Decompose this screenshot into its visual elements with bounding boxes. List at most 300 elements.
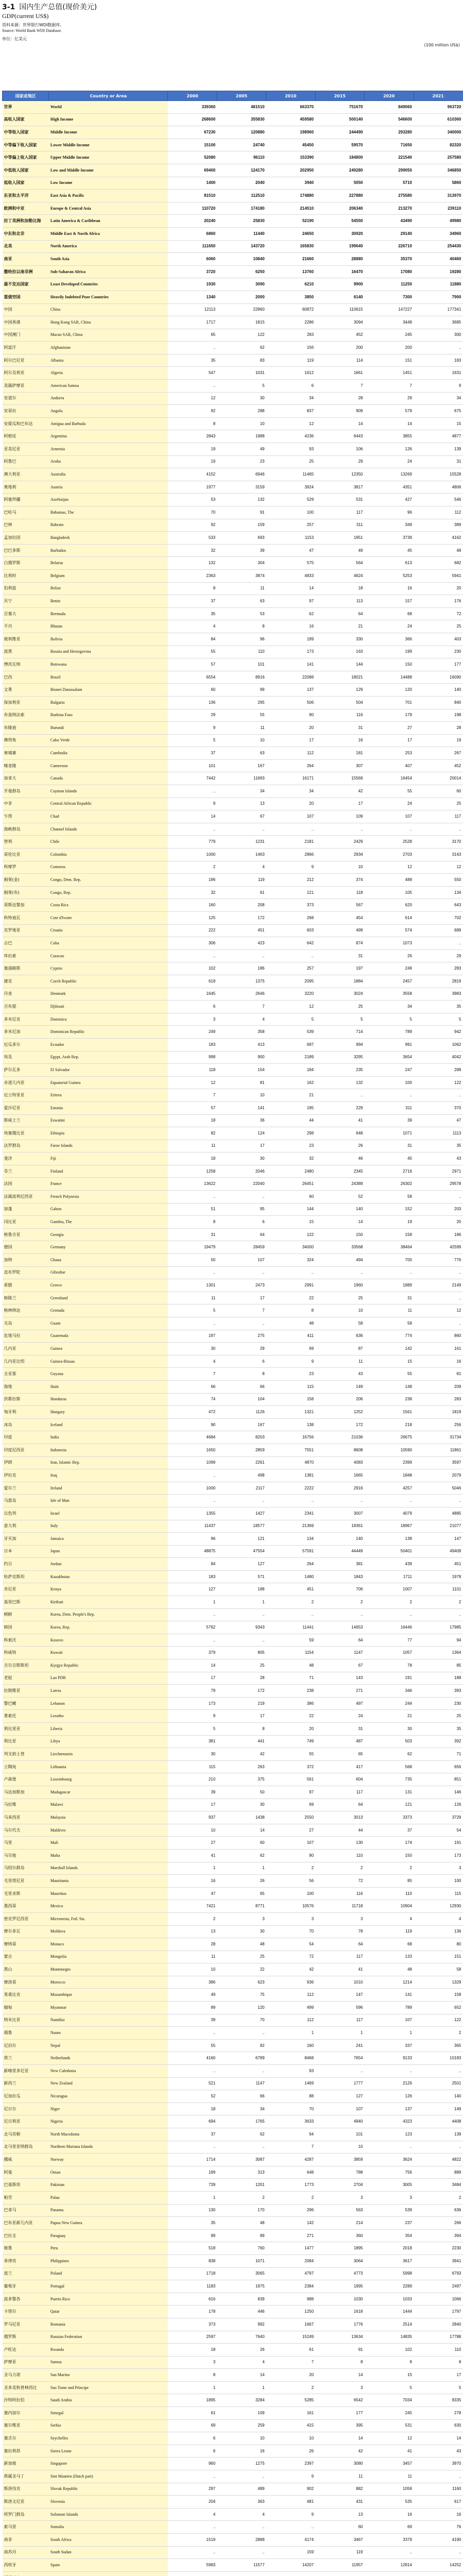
gdp-value-cell: 213270 [365,202,414,215]
gdp-value-cell: 360 [315,2229,364,2242]
gdp-value-cell: 14 [217,1824,266,1837]
gdp-value-cell: 17 [217,1292,266,1304]
gdp-value-cell: .. [168,785,217,798]
gdp-value-cell: 15 [414,417,462,430]
country-name-cn: 菲律宾 [3,2255,49,2267]
country-name-en: Guatemala [49,1330,168,1343]
gdp-value-cell: .. [315,2065,364,2078]
gdp-value-cell: 431 [315,2496,364,2509]
gdp-value-cell: .. [168,2546,217,2559]
gdp-value-cell: 16 [266,620,315,633]
gdp-value-cell: 198 [414,709,462,722]
gdp-value-cell: 441 [217,1735,266,1748]
country-name-cn: 墨西哥 [3,1900,49,1913]
gdp-value-cell: 275 [217,1330,266,1343]
gdp-value-cell: 61 [168,2407,217,2420]
country-name-en: Colombia [49,849,168,861]
gdp-value-cell: 7 [217,1001,266,1013]
gdp-value-cell: 546600 [365,113,414,126]
gdp-value-cell: 363 [217,2496,266,2509]
country-name-cn: 巴拿马 [3,2204,49,2217]
gdp-value-cell: 1000 [168,849,217,861]
gdp-value-cell: 656 [414,1760,462,1773]
gdp-value-cell: 101 [168,759,217,772]
country-name-en: Mali [49,1837,168,1850]
gdp-value-cell: 94 [414,1634,462,1647]
gdp-value-cell: 2 [266,2381,315,2394]
gdp-value-cell: 1884 [315,975,364,988]
gdp-value-cell: 20240 [168,215,217,228]
gdp-value-cell: 271 [315,1685,364,1698]
gdp-value-cell: 838 [168,2255,217,2267]
gdp-value-cell: 32 [168,544,217,557]
gdp-value-cell: 29 [217,1343,266,1355]
gdp-value-cell: 579 [365,405,414,418]
gdp-value-cell: 11441 [266,1621,315,1634]
gdp-value-cell: 30 [217,1925,266,1938]
gdp-value-cell: 139 [414,2128,462,2141]
gdp-value-cell: 2916 [315,1482,364,1495]
country-name-en: Congo, Rep. [49,886,168,899]
gdp-value-cell: 43 [315,1368,364,1381]
country-name-en: Latvia [49,1685,168,1698]
gdp-value-cell: 31 [365,1140,414,1153]
table-row [3,1203,463,1216]
country-name-cn: 塞内加尔 [3,2407,49,2420]
table-row [3,1279,463,1292]
gdp-value-cell: 48 [217,2217,266,2230]
table-row [3,265,463,278]
country-name-en: Chile [49,836,168,849]
gdp-value-cell: 14 [217,2369,266,2382]
gdp-table-container [2,91,463,2576]
country-name-en: Palau [49,2191,168,2204]
country-name-en: Guyana [49,1368,168,1381]
gdp-value-cell: .. [168,1469,217,1482]
gdp-value-cell: 3558 [365,988,414,1001]
gdp-value-cell: 47 [414,1114,462,1127]
gdp-value-cell: 84 [168,1558,217,1571]
gdp-value-cell: 4806 [414,481,462,494]
country-name-cn: 利比亚 [3,1735,49,1748]
gdp-value-cell: 119 [315,2546,364,2559]
gdp-value-cell: 191 [414,1837,462,1850]
country-name-cn: 荷兰 [3,2052,49,2065]
table-row [3,2483,463,2496]
gdp-value-cell: 5 [365,2381,414,2394]
gdp-value-cell: 15 [266,1216,315,1229]
gdp-value-cell: 10590 [365,1444,414,1456]
table-row [3,1608,463,1621]
country-name-en: Haiti [49,1380,168,1393]
table-row [3,861,463,874]
gdp-value-cell: 57 [168,1101,217,1114]
country-name-en: Afghanistan [49,342,168,354]
gdp-value-cell: 87 [315,1343,364,1355]
country-name-en: Madagascar [49,1786,168,1799]
gdp-value-cell: 3467 [315,2534,364,2547]
country-name-en: Bahamas, The [49,506,168,519]
table-row [3,2255,463,2267]
country-name-en: India [49,1431,168,1444]
gdp-value-cell: 2084 [266,2255,315,2267]
country-name-cn: 危地马拉 [3,1330,49,1343]
country-name-en: Malaysia [49,1811,168,1824]
country-name-en: Equatorial Guinea [49,1076,168,1089]
gdp-value-cell: 902 [266,2483,315,2496]
gdp-value-cell: 2429 [315,836,364,849]
gdp-value-cell: 245 [365,2407,414,2420]
table-row [3,1647,463,1659]
gdp-value-cell: 6 [266,380,315,393]
gdp-value-cell: 7 [168,1368,217,1381]
gdp-value-cell: 2550 [266,1811,315,1824]
gdp-value-cell: 20 [266,722,315,735]
gdp-value-cell: 89 [168,2002,217,2014]
gdp-value-cell: 43 [414,2445,462,2458]
gdp-value-cell: 407 [365,759,414,772]
gdp-value-cell: 71650 [365,139,414,151]
gdp-value-cell: 16 [315,734,364,747]
gdp-value-cell: .. [168,342,217,354]
country-name-en: Finland [49,1165,168,1178]
gdp-value-cell: 2 [266,1862,315,1875]
gdp-value-cell: 636 [414,2204,462,2217]
gdp-value-cell: 115 [168,1760,217,1773]
gdp-value-cell: 372 [266,1760,315,1773]
gdp-value-cell: 2480 [266,1165,315,1178]
country-name-cn: 加纳 [3,1254,49,1267]
gdp-value-cell: 131 [365,1786,414,1799]
gdp-value-cell: 44 [315,1824,364,1837]
gdp-value-cell: 1321 [266,1406,315,1419]
gdp-value-cell: 7034 [365,2394,414,2407]
gdp-value-cell: 39 [217,544,266,557]
country-name-en: Burkina Faso [49,709,168,722]
country-name-en: Faroe Islands [49,1140,168,1153]
table-row [3,1495,463,1507]
gdp-value-cell: 1561 [365,1406,414,1419]
country-name-cn: 巴西 [3,671,49,684]
gdp-value-cell: 159 [217,519,266,532]
gdp-value-cell: 16 [365,582,414,595]
gdp-value-cell: 11718 [315,1900,364,1913]
gdp-value-cell: 358 [217,1026,266,1039]
gdp-value-cell: 3739 [365,532,414,545]
gdp-value-cell: 839 [217,2293,266,2306]
gdp-value-cell: 123 [365,2128,414,2141]
gdp-value-cell: 2286 [266,316,315,329]
table-row [3,2356,463,2369]
gdp-value-cell: 127 [217,1558,266,1571]
gdp-value-cell: 3080 [315,2458,364,2470]
country-name-cn: 莫桑比克 [3,1989,49,2002]
gdp-value-cell: 26 [365,950,414,962]
gdp-value-cell: 909 [315,405,364,418]
gdp-value-cell: 118 [315,886,364,899]
country-name-cn: 科威特 [3,1647,49,1659]
country-name-cn: 百慕大 [3,607,49,620]
gdp-value-cell: 1930 [168,278,217,291]
gdp-value-cell: 451 [266,1583,315,1596]
gdp-value-cell: 181 [315,747,364,760]
country-name-cn: 东亚和太平洋 [3,190,49,202]
gdp-value-cell: 177 [414,658,462,671]
gdp-value-cell: 152 [365,1203,414,1216]
gdp-value-cell: 7 [168,1089,217,1102]
gdp-value-cell: 636 [315,1330,364,1343]
gdp-value-cell: 2819 [414,975,462,988]
country-name-en: Argentina [49,430,168,443]
gdp-value-cell: 503 [365,1735,414,1748]
gdp-value-cell: 610360 [414,113,462,126]
country-name-en: Honduras [49,1393,168,1406]
gdp-value-cell: 161 [266,2407,315,2420]
gdp-value-cell: .. [168,823,217,836]
gdp-value-cell: 546 [414,494,462,506]
gdp-value-cell: 41 [315,1114,364,1127]
gdp-value-cell: .. [217,950,266,962]
country-name-cn: 马达加斯加 [3,1786,49,1799]
country-name-en: Brazil [49,671,168,684]
country-name-en: Italy [49,1520,168,1533]
gdp-value-cell: 254430 [414,240,462,253]
gdp-value-cell: .. [168,380,217,393]
gdp-value-cell: 31 [365,1292,414,1304]
gdp-value-cell: 157 [365,595,414,608]
country-name-en: Heavily Indebted Poor Countries [49,291,168,303]
country-name-en: Panama [49,2204,168,2217]
gdp-value-cell: .. [365,1608,414,1621]
gdp-value-cell: 8 [168,2369,217,2382]
gdp-value-cell: 30 [168,1343,217,1355]
country-name-en: Guinea-Bissau [49,1355,168,1368]
gdp-value-cell: 2473 [217,1279,266,1292]
gdp-value-cell: 3013 [315,1811,364,1824]
gdp-value-cell: 5710 [365,177,414,190]
gdp-value-cell: 19 [168,455,217,468]
gdp-value-cell: 415 [266,2419,315,2432]
gdp-value-cell: 3 [168,2356,217,2369]
gdp-value-cell: 147 [414,1533,462,1546]
gdp-value-cell: 102 [365,2344,414,2357]
country-name-en: South Asia [49,253,168,266]
country-name-cn: 冈比亚 [3,1216,49,1229]
table-row [3,443,463,456]
gdp-value-cell: 1777 [315,2077,364,2090]
gdp-value-cell: 24 [315,1710,364,1723]
gdp-value-cell: 197 [315,962,364,975]
gdp-value-cell: 28 [414,722,462,735]
gdp-value-cell: 1400 [168,177,217,190]
table-row [3,1875,463,1888]
country-name-cn: 塞拉利昂 [3,2445,49,2458]
country-name-en: Belarus [49,557,168,570]
gdp-value-cell: 8 [365,2356,414,2369]
gdp-value-cell: 805 [217,1647,266,1659]
country-name-cn: 尼日利亚 [3,2115,49,2128]
country-name-cn: 格林纳达 [3,1304,49,1317]
country-name-en: Dominican Republic [49,1026,168,1039]
country-name-cn: 阿富汗 [3,342,49,354]
table-row [3,1596,463,1609]
gdp-value-cell: 63 [217,747,266,760]
gdp-value-cell: 6 [168,2445,217,2458]
country-name-en: Djibouti [49,1001,168,1013]
country-name-cn: 帕劳 [3,2191,49,2204]
gdp-value-cell: 245 [365,329,414,342]
country-name-cn: 莱索托 [3,1710,49,1723]
gdp-value-cell: 149 [414,2103,462,2115]
gdp-value-cell: 186 [414,1228,462,1241]
column-header-year: 2021 [414,91,462,101]
country-name-cn: 海峡群岛 [3,823,49,836]
table-row [3,1520,463,1533]
gdp-value-cell: 682 [414,557,462,570]
country-name-cn: 库拉索 [3,950,49,962]
gdp-value-cell: 533 [168,532,217,545]
gdp-value-cell: 89 [217,2229,266,2242]
gdp-value-cell: 1 [315,2027,364,2040]
gdp-value-cell: 3484 [414,2179,462,2192]
gdp-value-cell: 11 [365,2470,414,2483]
country-name-cn: 文莱 [3,684,49,697]
gdp-value-cell: 11 [168,1292,217,1304]
gdp-value-cell: 97 [266,595,315,608]
country-name-en: Nigeria [49,2115,168,2128]
gdp-value-cell: 66 [217,1380,266,1393]
gdp-value-cell: 1717 [168,316,217,329]
country-name-cn: 亚美尼亚 [3,443,49,456]
gdp-value-cell: 110615 [315,303,364,316]
table-row [3,658,463,671]
table-row [3,1621,463,1634]
country-name-en: Spain [49,2559,168,2572]
country-name-en: Kenya [49,1583,168,1596]
gdp-value-cell: 191 [365,1672,414,1685]
table-row [3,126,463,139]
table-row [3,2394,463,2407]
source-note-en: Source: World Bank WDI Database. [2,28,62,33]
gdp-value-cell: 663370 [266,101,315,114]
country-name-en: Singapore [49,2458,168,2470]
gdp-value-cell: 11 [315,2470,364,2483]
gdp-value-cell: 93 [266,2065,315,2078]
gdp-value-cell: 18361 [315,1520,364,1533]
gdp-value-cell: 41 [168,1849,217,1862]
country-name-cn: 阿尔巴尼亚 [3,354,49,367]
country-name-cn: 加拿大 [3,772,49,785]
gdp-value-cell: 99 [217,684,266,697]
table-row [3,886,463,899]
gdp-value-cell: 257 [266,519,315,532]
country-name-cn: 哈萨克斯坦 [3,1570,49,1583]
gdp-value-cell: 2018 [365,2242,414,2255]
gdp-value-cell: 16 [414,1355,462,1368]
gdp-value-cell: 1000 [168,1482,217,1495]
country-name-en: Niger [49,2103,168,2115]
gdp-value-cell: 4 [168,1355,217,1368]
table-row [3,1735,463,1748]
gdp-value-cell: 264 [266,759,315,772]
gdp-value-cell: 604 [315,1773,364,1786]
gdp-value-cell: 3159 [217,481,266,494]
gdp-value-cell: 2046 [217,1165,266,1178]
gdp-value-cell: 37 [365,1824,414,1837]
gdp-value-cell: 5 [414,1013,462,1026]
gdp-value-cell: 31 [315,1723,364,1736]
country-name-en: Kiribati [49,1596,168,1609]
gdp-value-cell: 39 [168,2014,217,2027]
gdp-value-cell: 2 [365,1596,414,1609]
gdp-value-cell: 311 [365,1101,414,1114]
table-row [3,696,463,709]
country-name-en: Moldova [49,1925,168,1938]
gdp-value-cell: 35370 [365,253,414,266]
gdp-value-cell: .. [365,2065,414,2078]
gdp-value-cell: 26451 [266,1178,315,1191]
gdp-value-cell: 8203 [217,1431,266,1444]
gdp-value-cell: 392 [414,1735,462,1748]
gdp-value-cell: 1364 [414,1647,462,1659]
gdp-value-cell: 174180 [217,202,266,215]
gdp-value-cell: 10 [168,1963,217,1976]
country-name-cn: 厄立特里亚 [3,1089,49,1102]
gdp-value-cell: 58 [414,1963,462,1976]
gdp-value-cell: 36 [217,1114,266,1127]
gdp-value-cell: 34 [217,2103,266,2115]
table-row [3,823,463,836]
gdp-value-cell: 616 [168,2293,217,2306]
gdp-value-cell: .. [217,1495,266,1507]
gdp-value-cell: 1848 [365,1469,414,1482]
country-name-en: Luxembourg [49,1773,168,1786]
country-name-cn: 拉脱维亚 [3,1685,49,1698]
gdp-value-cell: 9 [414,380,462,393]
gdp-value-cell: 4 [168,2508,217,2521]
gdp-value-cell: 238 [365,1393,414,1406]
gdp-value-cell: 642 [266,937,315,950]
gdp-value-cell: 249280 [315,164,364,177]
gdp-value-cell: .. [168,1495,217,1507]
country-name-en: Least Developed Countries [49,278,168,291]
gdp-value-cell: 5 [266,1013,315,1026]
country-name-en: Cabo Verde [49,734,168,747]
gdp-value-cell: 14207 [266,2559,315,2572]
gdp-value-cell: 4408 [414,2115,462,2128]
gdp-value-cell: .. [266,950,315,962]
gdp-value-cell: 61 [266,2344,315,2357]
country-name-en: Iran, Islamic Rep. [49,1456,168,1469]
table-row [3,1697,463,1710]
gdp-value-cell: 64 [217,1228,266,1241]
country-name-cn: 比利时 [3,569,49,582]
country-name-cn: 萨尔瓦多 [3,1064,49,1077]
gdp-value-cell: 459580 [266,113,315,126]
table-row [3,544,463,557]
gdp-value-cell: 154 [217,1064,266,1077]
gdp-value-cell: 141 [266,658,315,671]
gdp-value-cell: 1661 [315,367,364,380]
gdp-value-cell: 1 [168,1596,217,1609]
gdp-value-cell: 20 [266,1723,315,1736]
country-name-en: Mauritius [49,1887,168,1900]
country-name-en: Mexico [49,1900,168,1913]
table-row [3,2229,463,2242]
gdp-value-cell: 10 [315,2141,364,2154]
gdp-value-cell: 10 [266,2432,315,2445]
gdp-value-cell: 10 [217,417,266,430]
